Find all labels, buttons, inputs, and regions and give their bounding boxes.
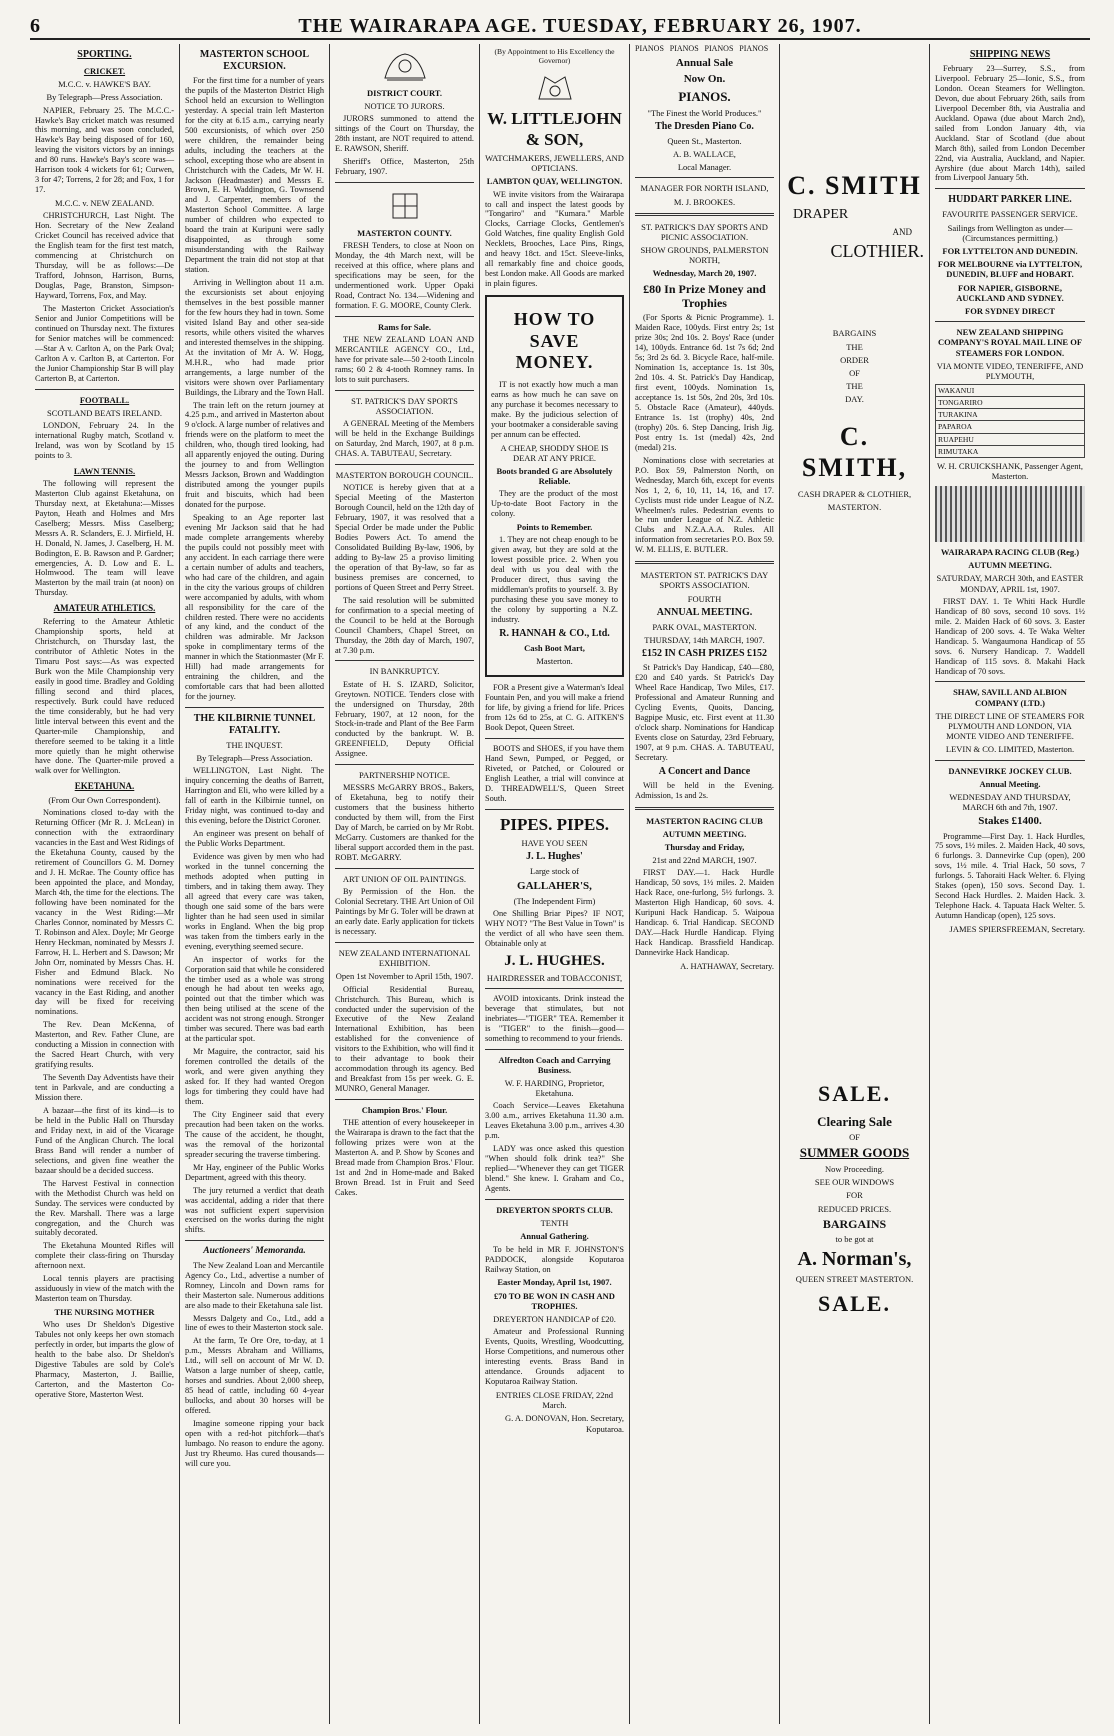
heading-borough-council: MASTERTON BOROUGH COUNCIL. [335, 470, 474, 481]
advert-line: Wednesday, March 20, 1907. [652, 268, 757, 279]
article-paragraph: Imagine someone ripping your back open with a red-hot pitchfork—that's lumbago. No reason to endure the agony. Just try Rheumo. Has cured thousands—will cure you. [185, 1419, 324, 1468]
advert-line: SEE OUR WINDOWS [814, 1177, 895, 1188]
notice-paragraph: MESSRS McGARRY BROS., Bakers, of Eketahuna, beg to notify their customers that the business hitherto conducted by them will, from the First Day of March, be carried on by Mr Robt. McGarry. Customers are thanked for the liberal support accorded them in the past. ROBT. McGARRY. [335, 783, 474, 863]
advert-paragraph: BOOTS and SHOES, if you have them Hand Sewn, Pumped, or Pegged, or Riveted, or Patched, or Coloured or English Leather, a trial will convince at D. THREADWELL'S, Queen Street South. [485, 744, 624, 803]
article-paragraph: Speaking to an Age reporter last evening Mr Jackson said that he had made complete arrangements whereby the pupils could not possibly meet with any accident. In each carriage there were a certain number of adults and teachers, who had care of the children, and again in the city the various groups of children were accompanied by adults, with whom all responsibility for the care of the children rested. There were no accidents of any kind, and the conduct of the children was admirable. Mr Jackson spoke in complimentary terms of the manner in which the Stationmaster (Mr F. Hill) had made arrangements for entraining the children, and the comfortable cars that had been allotted for the journey. [185, 512, 324, 702]
heading-partnership: PARTNERSHIP NOTICE. [359, 770, 450, 781]
notice-paragraph: A GENERAL Meeting of the Members will be held in the Exchange Buildings on Saturday, 2nd March, 1907, at 8 p.m. CHAS. A. TABUTEAU, Secretary. [335, 419, 474, 459]
article-paragraph: The City Engineer said that every precaution had been taken on the works. The cause of the accident, he thought, was the removal of the horizontal spreader securing the traverse timbering. [185, 1109, 324, 1159]
table-cell: TONGARIRO [936, 397, 1085, 409]
heading-sporting: SPORTING. [77, 49, 132, 60]
heading-district-court: DISTRICT COURT. [367, 88, 442, 98]
notice-paragraph: JURORS summoned to attend the sittings of the Court on Thursday, the 28th instant, are NOT required to attend. E. RAWSON, Sheriff. [335, 114, 474, 154]
heading-amateur-athletics: AMATEUR ATHLETICS. [53, 603, 156, 614]
advert-paragraph: 1. They are not cheap enough to be given away, but they are sold at the lowest possible price. 2. When you deal with us you deal with the Producer direct, thus saving the middleman's profits to yourself. 3. By purchasing these you save money to the colony by supporting a N.Z. industry. [491, 535, 618, 625]
notice-paragraph: Sheriff's Office, Masterton, 25th February, 1907. [335, 157, 474, 177]
article-paragraph: CHRISTCHURCH, Last Night. The Hon. Secretary of the New Zealand Cricket Council has received advice that the English team for the first test match, commencing at Christchurch on Thursday, will be as follows:—De Trafford, Johnson, Harrison, Burns, Douglas, Page, Branston, Simpson-Hayward, Torrens, Fox, and May. [35, 211, 174, 300]
pianos-word: PIANOS [739, 44, 769, 53]
advert-paragraph: LADY was once asked this question "When should folk drink tea?" She replied—"Whenever they can get TIGER blend." She knew. I. Graham and Co., Agents. [485, 1144, 624, 1194]
article-paragraph: The Eketahuna Mounted Rifles will complete their class-firing on Thursday afternoon next. [35, 1241, 174, 1271]
exhibition-dates: Open 1st November to April 15th, 1907. [335, 971, 474, 982]
advert-line: Cash Boot Mart, [524, 642, 585, 653]
advert-paragraph: AVOID intoxicants. Drink instead the beverage that stimulates, but not inebriates—"TIGER" TEA. Remember it is "TIGER" to the finish—good—something to recommend to your friends. [485, 993, 624, 1043]
hannah-name: R. HANNAH & CO., Ltd. [499, 627, 610, 639]
save-money-title: HOW TO SAVE MONEY. [513, 309, 596, 373]
article-paragraph: Arriving in Wellington about 11 a.m. the excursionists set about enjoying themselves in the best possible manner for the few hours they had in town. Some visited Island Bay and other sea-side resorts, while others visited the wharves and interested themselves in the shipping. At the invitation of Mr A. W. Hogg, M.H.R., who had made prior arrangements, a large number of the visitors were shown over Parliamentary Buildings, the Library and the Town Hall. [185, 278, 324, 397]
advert-line: £70 TO BE WON IN CASH AND TROPHIES. [494, 1290, 615, 1311]
article-paragraph: The jury returned a verdict that death was accidental, adding a rider that there was not sufficient expert supervision exercised on the works during the night shifts. [185, 1185, 324, 1235]
advert-line: Easter Monday, April 1st, 1907. [497, 1277, 612, 1288]
advert-line: DRAPER [793, 207, 849, 223]
advert-line: M. J. BROOKES. [673, 196, 736, 207]
correspondent-line: (From Our Own Correspondent). [48, 795, 161, 806]
shipping-paragraph: February 23—Surrey, S.S., from Liverpool. February 25—Ionic, S.S., from London. Ocean Steamers for Wellington. Devon, due about February 26th, sails from Liverpool December 8th, via Australia and Auckland. Opawa (due about March 2nd), sailed from London January 4th, via Auckland. Star of Scotland (due about March 8th), sailed from London December 22nd, via Australia, Auckland, and Napier. Ayrshire (due about March 14th), sailed from Liverpool January 5th. [935, 64, 1085, 183]
heading-eketahuna: EKETAHUNA. [74, 781, 135, 792]
heading-auctioneers-memoranda: Auctioneers' Memoranda. [203, 1246, 306, 1257]
masterton-st-patricks-heading: MASTERTON ST. PATRICK'S DAY SPORTS ASSOCIATION. [640, 570, 769, 591]
programme-paragraph: FIRST DAY.—1. Hack Hurdle Handicap, 50 sovs, 1½ miles. 2. Maiden Hack Race, one-furlong, 5½ furlongs. 3. Masterton High Handicap, 60 sovs. 4. Kuripuni Hack Handicap. 5. Waipoua Handicap. 6. Trial Handicap. SECOND DAY.—Hack Hurdle Handicap. Flying Hack Handicap. Brassfield Handicap. Dannevirke Hack Handicap. [635, 868, 774, 958]
littlejohn-address: LAMBTON QUAY, WELLINGTON. [486, 176, 623, 187]
column-drapers [780, 44, 930, 1724]
advert-line: THE DIRECT LINE OF STEAMERS FOR PLYMOUTH AND LONDON, VIA MONTE VIDEO AND TENERIFFE. [935, 710, 1085, 742]
article-paragraph: An inspector of works for the Corporation said that while he considered the timber used as a whole was strong enough he had about ten weeks ago, pointed out that the timber which was then being utilised at the scene of the accident was not strong enough. Stronger timber was secured. There was bad earth at the particular spot. [185, 954, 324, 1044]
advert-line: W. H. CRUICKSHANK, Passenger Agent, Masterton. [936, 460, 1084, 481]
advert-line: J. L. Hughes' [526, 851, 583, 863]
dannevirke-heading: DANNEVIRKE JOCKEY CLUB. [948, 765, 1072, 776]
programme-paragraph: FIRST DAY. 1. Te Whiti Hack Hurdle Handicap of 80 sovs, second 10 sovs. 1½ mile. 2. Maiden Hack of 60 sovs. 3. Easter Handicap of 200 sovs. 4. Te Waka Welter Handicap. 5. Wangaumona Handicap of 55 sovs. 6. Nursery Handicap. 7. Waddell Handicap of 115 sovs. 8. Makahi Hack Handicap of 70 sovs. [935, 596, 1085, 676]
column-shipping [930, 44, 1090, 1724]
norman-name: A. Norman's, [797, 1248, 912, 1271]
heading-lawn-tennis: LAWN TENNIS. [73, 465, 136, 476]
advert-line: Local Manager. [677, 162, 732, 173]
advert-line: OF [849, 1132, 860, 1143]
column-sporting [30, 44, 180, 1724]
subhead-mcc-hawkes-bay: M.C.C. v. HAWKE'S BAY. [58, 79, 151, 90]
csmith-name: C. SMITH [787, 171, 922, 200]
heading-cricket: CRICKET. [83, 66, 126, 76]
advert-line: Thursday and Friday, [664, 842, 745, 853]
notice-paragraph: FRESH Tenders, to close at Noon on Monday, the 4th March next, will be received at this office, where plans and specifications may be seen, for the undermentioned work. Upper Opaki Road, Contract No. 134.—Widening and formation. F. G. MOORE, County Clerk. [335, 241, 474, 310]
wairarapa-racing-heading: WAIRARAPA RACING CLUB (Reg.) [940, 547, 1080, 558]
advert-line: Stakes £1400. [978, 815, 1042, 828]
appointment-line: (By Appointment to His Excellency the Governor) [494, 47, 615, 66]
advert-line: Annual Gathering. [520, 1231, 589, 1242]
advert-line: ANNUAL MEETING. [656, 606, 753, 618]
telegraph-line: By Telegraph—Press Association. [46, 92, 163, 103]
programme-paragraph: (For Sports & Picnic Programme). 1. Maiden Race, 100yds. First entry 2s; 1st prize 30s; 2nd 10s. 2. Boys' Race (under 14), 100yds. Entrance 6d. 1st 7s 6d; 2nd 5s; 3rd 2s 6d. 3. Bicycle Race, half-mile. Nomination 1s, acceptance 1s. 1st 30s, 2nd 10s. 4. St. Patrick's Day Handicap, first event, 100yds. Nomination 1s, acceptance 1s. 1st 50s, 2nd 20s, 3rd 10s. 5. Obstacle Race (Amateur), 440yds. Entrance 1s. 1st (trophy) 40s, 2nd (trophy) 20s. 6. Step Dancing, Irish Jig. Post entry 1s. 1st (medal) 42s, 2nd (medal) 21s. [635, 313, 774, 452]
advert-line: JAMES SPIERSFREEMAN, Secretary. [949, 924, 1085, 935]
advert-line: Masterton. [536, 656, 573, 667]
advert-line: FAVOURITE PASSENGER SERVICE. [942, 209, 1078, 220]
pianos-word: PIANOS [669, 44, 699, 53]
subhead-notice-jurors: NOTICE TO JURORS. [364, 101, 445, 112]
advert-line: Annual Meeting. [979, 778, 1041, 789]
shaw-savill-heading: SHAW, SAVILL AND ALBION COMPANY (LTD.) [953, 687, 1067, 708]
littlejohn-firm-name: W. LITTLEJOHN & SON, [487, 109, 622, 149]
subhead-nursing-mother: THE NURSING MOTHER [54, 1307, 155, 1318]
advert-line: THURSDAY, 14th MARCH, 1907. [644, 635, 765, 646]
programme-paragraph: St Patrick's Day Handicap, £40—£80, £20 and £40 yards. St Patrick's Day Wheel Race Handicap, Two Miles, £17. Professional and Amateur Running and Cycling Events, Quoits, Dancing, Bagpipe Music, etc. First event at 11.30 o'clock sharp. Nominations for Handicap Events close on Saturday, 23rd February, 1907, at 9 p.m. CHAS. A. TABUTEAU, Secretary. [635, 663, 774, 762]
bargains-line: THE [846, 341, 863, 352]
advert-paragraph: They are the product of the most Up-to-date Boot Factory in the colony. [491, 489, 618, 519]
pianos-word: PIANOS [704, 44, 734, 53]
heading-kilbirnie-tunnel: THE KILBIRNIE TUNNEL FATALITY. [193, 713, 316, 737]
notice-paragraph: By Permission of the Hon. the Colonial Secretary. THE Art Union of Oil Paintings by Mr G. Toler will be drawn at an early date. Early application for tickets is necessary. [335, 887, 474, 937]
advert-line: HAIRDRESSER and TOBACCONIST, [486, 972, 623, 983]
royal-crest-icon [381, 48, 429, 84]
subhead-inquest: THE INQUEST. [226, 740, 283, 751]
article-paragraph: The Masterton Cricket Association's Senior and Junior Competitions will be continued on Thursday next. The fixtures for Senior matches will be commenced:—Star A v. Carlton A, on the Park Oval; Carlton A v. Carlton B, at Carterton. For the Junior Championship Star B will play Carterton B, at Carterton. [35, 303, 174, 383]
table-row [936, 445, 1085, 457]
advert-line: AUTUMN MEETING. [968, 560, 1052, 571]
save-money-advert [485, 295, 624, 677]
table-cell: RUAPEHU [936, 433, 1085, 445]
cash-prizes: £152 IN CASH PRIZES £152 [641, 648, 768, 660]
article-paragraph: Who uses Dr Sheldon's Digestive Tabules not only keeps her own stomach perfectly in order, but imparts the glow of health to the babe also. Dr Sheldon's Digestive Tabules are sold by Cole's Pharmacy, Masterton, J. Baillie, Carterton, and the Masterton Co-operative Store, Masterton West. [35, 1320, 174, 1399]
heading-exhibition: NEW ZEALAND INTERNATIONAL EXHIBITION. [338, 948, 471, 969]
advert-line: Large stock of [530, 866, 579, 877]
nz-shipping-heading: NEW ZEALAND SHIPPING COMPANY'S ROYAL MAIL LINE OF STEAMERS FOR LONDON. [937, 327, 1083, 358]
table-cell: TURAKINA [936, 409, 1085, 421]
advert-line: Queen St., Masterton. [667, 135, 742, 146]
article-paragraph: A bazaar—the first of its kind—is to be held in the Public Hall on Thursday and Friday next, in aid of the Vicarage Fund of the Anglican Church. The local Brass Band will render a number of selections, and given fine weather the bazaar should be a decided success. [35, 1106, 174, 1175]
notice-paragraph: THE attention of every housekeeper in the Wairarapa is drawn to the fact that the following prizes were won at the Masterton A. and P. Show by Scones and Bread made from Champion Bros.' Flour. 1st and 2nd in Home-made and Baked Brown Bread. 1st in Fruit and Seed Cakes. [335, 1118, 474, 1197]
advert-paragraph: Amateur and Professional Running Events, Quoits, Wrestling, Woodcutting, Horse Competitions, and numerous other interesting events. Brass Band in attendance. Grounds adjacent to Koputaroa Railway Station. [485, 1327, 624, 1386]
advert-line: W. F. HARDING, Proprietor, Eketahuna. [504, 1078, 605, 1099]
table-cell: WAKANUI [936, 385, 1085, 397]
advert-line: MANAGER FOR NORTH ISLAND, [640, 183, 769, 194]
advert-line: PARK OVAL, MASTERTON. [652, 621, 757, 632]
table-row [936, 433, 1085, 445]
bargains-line: OF [849, 367, 860, 378]
annual-sale: Annual Sale [675, 56, 734, 69]
article-paragraph: Messrs Dalgety and Co., Ltd., add a line of ewes to their Masterton stock sale. [185, 1313, 324, 1333]
route-line: FOR LYTTELTON AND DUNEDIN. [942, 246, 1078, 256]
telegraph-line: By Telegraph—Press Association. [196, 753, 313, 764]
advert-paragraph: To be held in MR F. JOHNSTON'S PADDOCK, alongside Koputaroa Railway Station, on [485, 1244, 624, 1274]
heading-school-excursion: MASTERTON SCHOOL EXCURSION. [199, 49, 310, 72]
advert-paragraph: IT is not exactly how much a man earns as how much he can save on any purchase it becomes necessary to make. By the judicious selection of your bootmaker a considerable saving per annum can be effected. [491, 379, 618, 439]
advert-line: TENTH [540, 1218, 569, 1229]
article-paragraph: Referring to the Amateur Athletic Championship sports, held at Christchurch, on Thursday last, the contributor of Athletic Notes in the Timaru Post says:—As was expected Burk won the Mile Championship very easily in good time. Bradley and Golding filling second and third places, respectively. Burk could have reduced the time considerably, but he had very little interval between this event and the Quarter-mile Championship, and therefore seemed to be taking it a little more quietly than he might otherwise have done. The Quarter-mile proved a walk over for Wellington. [35, 617, 174, 776]
advert-line: 21st and 22nd MARCH, 1907. [652, 855, 757, 866]
dreyerton-heading: DREYERTON SPORTS CLUB. [496, 1205, 613, 1216]
coach-heading: Alfredton Coach and Carrying Business. [498, 1054, 611, 1075]
advert-line: to be got at [835, 1234, 874, 1245]
table-row [936, 385, 1085, 397]
advert-paragraph: Coach Service—Leaves Eketahuna 3.00 a.m., arrives Eketahuna 11.30 a.m. Leaves Eketahuna 3.00 p.m., arrives 4.30 p.m. [485, 1101, 624, 1141]
article-paragraph: WELLINGTON, Last Night. The inquiry concerning the deaths of Barrett, Harrington and Eli, who were killed by a fall of earth in the Kilbirnie tunnel, on Friday night, was continued to-day and this evening, before the District Coroner. [185, 766, 324, 826]
table-cell: PAPAROA [936, 421, 1085, 433]
article-paragraph: Nominations closed to-day with the Returning Officer (Mr R. J. McLean) in connection with the extraordinary vacancies in the East and West Ridings of the Eketahuna County, caused by the retirement of Councillors G. M. Dorney and J. H. McRae. The County office has been appointed the place, and Monday, March 4th, the time for the elections. The following have been nominated for the vacancy in the West Riding:—Mr Charles Connor, nominated by Messrs C. T. Robinson and Alex. Doyle; Mr George Henry Heckman, nominated by Messrs J. Farrow, H. L. Herbert and S. Dawson; Mr John Orr, nominated by Messrs Chas. H. Fisher and Edmund Black. No nominations were received for the vacancy in the East Riding, and another day will be fixed for receiving nominations. [35, 808, 174, 1017]
advert-line: A CHEAP, SHODDY SHOE IS DEAR AT ANY PRICE. [500, 442, 609, 463]
advert-line: (The Independent Firm) [513, 895, 596, 906]
advert-line: Boots branded G are Absolutely Reliable. [496, 465, 613, 487]
advert-line: Points to Remember. [516, 522, 593, 533]
article-paragraph: The New Zealand Loan and Mercantile Agency Co., Ltd., advertise a number of Romney, Lincoln and Down rams for their Masterton sale. Numerous additions are also made to their Eketahuna sale list. [185, 1260, 324, 1310]
bargains-line: BARGAINS [832, 328, 877, 339]
notice-paragraph: THE NEW ZEALAND LOAN AND MERCANTILE AGENCY CO., Ltd., have for private sale—50 2-tooth Lincoln rams; 60 2 & 4-tooth Romney rams. In lots to suit purchasers. [335, 335, 474, 384]
article-paragraph: For the first time for a number of years the pupils of the Masterton District High School held an excursion to Wellington yesterday. A special train left Masterton for the city at 6.15 a.m., carrying nearly 500 excursionists, of which over 250 were children, the remainder being adults, including the teachers at the school, excepting those who are absent in Christchurch with the Cadets, Mr W. H. Jackson (Headmaster) and Messrs E. Brown, E. H. Waddington, G. Townsend and J. Carpenter, members of the Masterton School Committee. A large number of children who expected to board the train at Kuripuni were sadly disappointed, as through some misunderstanding with the Railway Department the train did not stop at that station. [185, 76, 324, 275]
heading-art-union: ART UNION OF OIL PAINTINGS. [342, 874, 467, 885]
heading-st-patricks: ST. PATRICK'S DAY SPORTS ASSOCIATION. [351, 395, 458, 417]
route-line: FOR SYDNEY DIRECT [965, 305, 1055, 316]
advert-paragraph: WE invite visitors from the Wairarapa to call and inspect the latest goods by "Tongariro" and "Kumara." Marble Clocks, Carriage Clocks, Gentlemen's Gold Watches, fine quality English Gold Necklets, Brooches, Lace Pins, Rings, and heavy 18ct. and 15ct. Sleeve-links, all remarkably fine and choice goods, best London make. All Goods are marked in plain figures. [485, 189, 624, 289]
subhead-scotland: SCOTLAND BEATS IRELAND. [47, 407, 162, 418]
advert-line: FOURTH [687, 593, 722, 604]
heading-masterton-county: MASTERTON COUNTY. [357, 228, 452, 239]
bargains-line: DAY. [845, 394, 864, 405]
table-cell: RIMUTAKA [936, 445, 1085, 457]
article-paragraph: Mr Maguire, the contractor, said his foremen controlled the details of the work, and were given anything they asked for. If they had wanted Oregon logs for timbering they could have had them. [185, 1047, 324, 1106]
article-paragraph: The Rev. Dean McKenna, of Masterton, and Rev. Father Clune, are conducting a Mission in connection with the Sacred Heart Church, with very gratifying results. [35, 1020, 174, 1070]
advert-line: A. B. WALLACE, [673, 148, 736, 159]
st-patricks-heading: ST. PATRICK'S DAY SPORTS AND PICNIC ASSOCIATION. [641, 221, 768, 242]
column-adverts [480, 44, 630, 1724]
article-paragraph: The Harvest Festival in connection with the Methodist Church was held on Sunday. The services were conducted by the Rev. Marshall. There was a large congregation, and the Church was suitably decorated. [35, 1178, 174, 1238]
royal-arms-icon [531, 69, 579, 105]
heading-bankruptcy: IN BANKRUPTCY. [369, 666, 440, 677]
advert-line: FOR [846, 1190, 863, 1201]
advert-line: AND [892, 226, 912, 237]
now-on: Now On. [683, 72, 726, 85]
advert-line: "The Finest the World Produces." [647, 107, 762, 118]
pipes-title: PIPES. PIPES. [499, 814, 610, 834]
masthead [30, 14, 1090, 40]
advert-line: CASH DRAPER & CLOTHIER, [797, 488, 912, 499]
advert-line: Sailings from Wellington as under—(Circumstances permitting.) [947, 222, 1073, 243]
advert-paragraph: One Shilling Briar Pipes? IF NOT, WHY NOT? "The Best Value in Town" is the verdict of all who have seen them. Obtainable only at [485, 908, 624, 948]
article-paragraph: NAPIER, February 25. The M.C.C.-Hawke's Bay cricket match was resumed this morning, and was soon concluded, Hawke's Bay being disposed of for 160, leaving the visitors victors by an innings and 80 runs. Hawke's Bay's score was—Harrison took 4 wickets for 61; Curwen, 3 for 47; Torrens, 2 for 28; and Fox, 1 for 17. [35, 105, 174, 195]
advert-line: WEDNESDAY AND THURSDAY, MARCH 6th and 7th, 1907. [949, 791, 1071, 813]
column-events [630, 44, 780, 1724]
programme-paragraph: Nominations close with secretaries at P.O. Box 59, Palmerston North, on Wednesday, March 6th, except for events Nos 1, 2, 6, 10, 11, 14, 16, and 17. Cyclists must ride under League of N.Z. Wheelmen's rules. Pedestrian events to be run under League of N.Z. Athletic Clubs and N.Z.A.A.A. Rules. All information from secretaries P.O. Box 59. W. M. ELLIS, E. BUTLER. [635, 455, 774, 555]
table-row [936, 421, 1085, 433]
table-row [936, 409, 1085, 421]
article-paragraph: Evidence was given by men who had worked in the tunnel concerning the methods adopted when putting in timbers, and in taking them away. They all agreed that every care was taken, though one said some of the bars were lighter than he had seen used in similar works in England. When the big prop was taken from the timbers early in the evening, everything seemed secure. [185, 852, 324, 951]
advert-line: QUEEN STREET MASTERTON. [795, 1274, 914, 1285]
notice-paragraph: Estate of H. S. IZARD, Solicitor, Greytown. NOTICE. Tenders close with the undersigned on Thursday, 28th February, 1907, at 12 noon, for the Stock-in-trade and Plant of the Bee Farm conducted by the bankrupt. W. B. GREENFIELD, Deputy Official Assignee. [335, 679, 474, 759]
prize-money: £80 In Prize Money and Trophies [643, 281, 766, 311]
page-number: 6 [30, 15, 40, 37]
sale-heading: SALE. [818, 1081, 891, 1107]
advert-line: G. A. DONOVAN, Hon. Secretary, Koputaroa. [505, 1413, 624, 1434]
newspaper-title: THE WAIRARAPA AGE. TUESDAY, FEBRUARY 26, 1907. [298, 15, 862, 37]
advert-line: Now Proceeding. [824, 1164, 884, 1175]
route-line: FOR NAPIER, GISBORNE, AUCKLAND AND SYDNEY. [956, 282, 1064, 303]
advert-line: A. HATHAWAY, Secretary. [680, 960, 774, 971]
advert-line: HAVE YOU SEEN [521, 838, 588, 849]
advert-line: DREYERTON HANDICAP of £20. [493, 1314, 616, 1325]
advert-line: VIA MONTE VIDEO, TENERIFFE, AND PLYMOUTH, [936, 360, 1084, 381]
heading-champion-flour: Champion Bros.' Flour. [361, 1105, 448, 1116]
advert-line: CLOTHIER. [830, 240, 924, 261]
column-notices [330, 44, 480, 1724]
advert-line: SHOW GROUNDS, PALMERSTON NORTH, [640, 245, 769, 266]
advert-paragraph: FOR a Present give a Waterman's Ideal Fountain Pen, and you will make a friend for life, by giving a friend for life. Prices from 12s 6d to 25s, at C. G. AITKEN'S Book Depot, Queen Street. [485, 683, 624, 733]
advert-line: SUMMER GOODS [799, 1145, 910, 1161]
article-paragraph: Local tennis players are practising assiduously in view of the match with the Masterton team on Thursday. [35, 1274, 174, 1304]
advert-line: BARGAINS [822, 1216, 887, 1231]
steamers-table [935, 384, 1085, 458]
article-paragraph: At the farm, Te Ore Ore, to-day, at 1 p.m., Messrs Abraham and Williams, Ltd., will sell on account of Mr W. D. Watson a large number of sheep, cattle, horses and sundries. About 2,000 sheep, 85 head of cattle, including 60 4-year bullocks, and about 30 horses will be offered. [185, 1336, 324, 1416]
article-paragraph: The Seventh Day Adventists have their tent in Parkvale, and are conducting a Mission there. [35, 1073, 174, 1103]
notice-paragraph: NOTICE is hereby given that at a Special Meeting of the Masterton Borough Council, held on the 12th day of February, 1907, it was resolved that a Special Order be made under the Public Bodies Powers Act. To amend the Consolidated Building By-law, 1906, by adding to By-law 25 a proviso limiting the operation of that By-law, so far as business premises are concerned, to portions of Queen Street and Perry Street. [335, 483, 474, 592]
table-row [936, 397, 1085, 409]
dresden-name: The Dresden Piano Co. [655, 120, 754, 132]
concert-heading: A Concert and Dance [658, 765, 751, 777]
heading-shipping-news: SHIPPING NEWS [969, 49, 1051, 60]
advert-line: AUTUMN MEETING. [662, 828, 747, 839]
pianos-heading: PIANOS. [678, 88, 731, 104]
pianos-word: PIANOS [635, 44, 664, 53]
pianos-border [635, 44, 774, 54]
racing-club-heading: MASTERTON RACING CLUB [646, 815, 763, 826]
notice-paragraph: The said resolution will be submitted for confirmation to a special meeting of the Council to be held at the Borough Council Chambers, Chapel Street, on Thursday, the 28th day of March, 1907, at 7.30 p.m. [335, 595, 474, 655]
programme-paragraph: Will be held in the Evening. Admission, 1s and 2s. [635, 780, 774, 800]
article-paragraph: LONDON, February 24. In the international Rugby match, Scotland v. Ireland, was won by Scotland by 15 points to 3. [35, 420, 174, 460]
article-paragraph: An engineer was present on behalf of the Public Works Department. [185, 829, 324, 849]
advert-line: MASTERTON. [827, 502, 882, 513]
heading-football: FOOTBALL. [79, 394, 130, 405]
subhead-mcc-nz: M.C.C. v. NEW ZEALAND. [55, 198, 154, 209]
advert-line: ENTRIES CLOSE FRIDAY, 22nd March. [495, 1389, 614, 1411]
huddart-heading: HUDDART PARKER LINE. [948, 194, 1072, 206]
article-paragraph: Mr Hay, engineer of the Public Works Department, agreed with this theory. [185, 1162, 324, 1182]
programme-paragraph: Programme—First Day. 1. Hack Hurdles, 75 sovs, 1½ miles. 2. Maiden Hack, 40 sovs, 6 furlongs. 3. Dannevirke Cup (open), 200 sovs, 1½ mile. 4. Trial Hack, 50 sovs, 7 furlongs. 5. Tahoraiti Hack Welter. 6. Flying Stakes (open), 150 sovs. Second Day. 1. Second Hack Hurdles. 2. Maiden Hack. 3. Telephone Hack. 4. Tapuata Hack Welter. 5. Autumn Handicap (open), 125 sovs. [935, 831, 1085, 921]
advert-line: LEVIN & CO. LIMITED, Masterton. [945, 744, 1075, 755]
bargains-line: THE [846, 381, 863, 392]
article-paragraph: The following will represent the Masterton Club against Eketahuna, on Thursday next, at Eketahuna:—Misses Payton, Heath and Holmes and Mrs Caselberg; Messrs. Miss Caselberg; Messrs A. R. Sclanders, E. J. Mirfield, H. H. Donald, N. James, J. Caselberg, H. M. Bodington, E. B. Rawson and P. Gardner; emergencies, A. D. Low and E. L. Holmwood. The team will leave Masterton by the mail train (at noon) on Thursday. [35, 478, 174, 598]
columns [30, 44, 1090, 1724]
sale-footer: SALE. [818, 1290, 891, 1316]
column-excursion [180, 44, 330, 1724]
heading-rams-for-sale: Rams for Sale. [378, 321, 431, 332]
bargains-line: ORDER [840, 354, 869, 365]
littlejohn-trade: WATCHMAKERS, JEWELLERS, AND OPTICIANS. [485, 153, 624, 174]
county-crest-icon [381, 188, 429, 224]
advert-line: REDUCED PRICES. [817, 1203, 892, 1214]
article-paragraph: The train left on the return journey at 4.25 p.m., and arrived in Masterton about 9 o'clock. A large number of relatives and friends were on the platform to meet the children, who, though tired looking, had all apparently enjoyed the outing. During the journey to and from Wellington Messrs Jackson, Brown and Waddington distributed among the younger pupils fruit and biscuits, which had been donated for the purpose. [185, 400, 324, 510]
advert-line: SATURDAY, MARCH 30th, and EASTER MONDAY, APRIL 1st, 1907. [936, 573, 1084, 594]
notice-paragraph: Official Residential Bureau, Christchurch. This Bureau, which is conducted under the supervision of the Executive of the New Zealand International Exhibition, has been established for the convenience of visitors to the Exhibition, who will find it to their advantage to book their accommodation through its agency. Bed and Breakfast from 15s per week. G. E. MUNRO, General Manager. [335, 984, 474, 1094]
route-line: FOR MELBOURNE via LYTTELTON, DUNEDIN, BLUFF and HOBART. [937, 259, 1083, 280]
advert-line: Clearing Sale [817, 1113, 892, 1129]
advert-line: GALLAHER'S, [517, 879, 592, 892]
csmith-name-2: C. SMITH, [801, 421, 908, 482]
racing-engraving [935, 486, 1085, 542]
advert-line: J. L. HUGHES. [504, 952, 605, 969]
